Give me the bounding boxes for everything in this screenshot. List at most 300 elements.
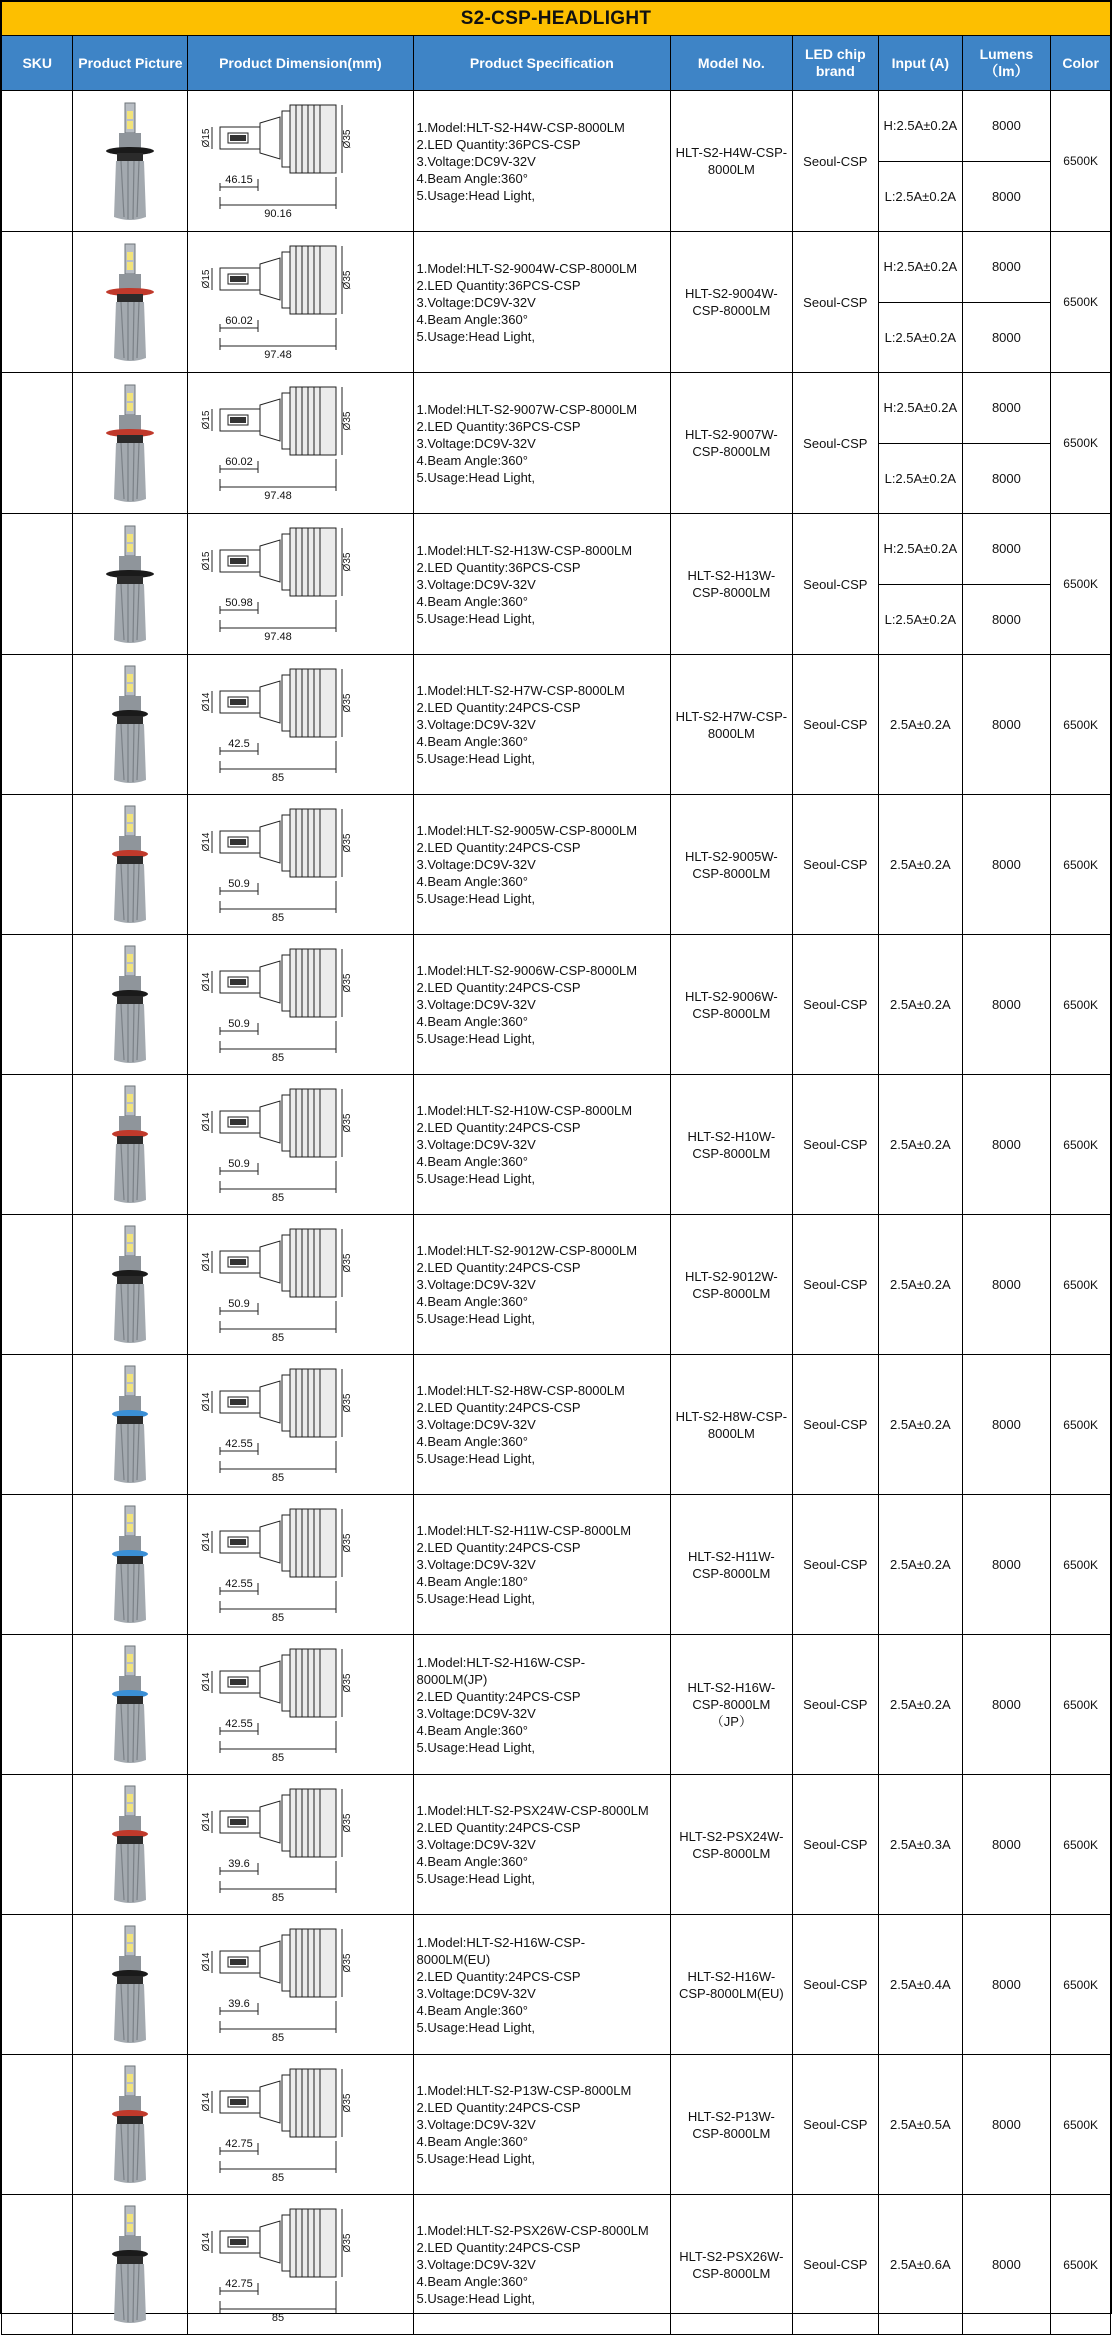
spec-line: 5.Usage:Head Light, <box>416 1739 536 1755</box>
model-line: （JP） <box>710 1714 752 1729</box>
dimension-drawing <box>200 520 400 648</box>
model-line: HLT-S2-H16W- <box>687 1968 776 1984</box>
spec-line: 1.Model:HLT-S2-H4W-CSP-8000LM <box>416 119 625 135</box>
spec-cell <box>413 373 671 514</box>
spec-line: 2.LED Quantity:24PCS-CSP <box>416 1260 581 1275</box>
spec-line: 3.Voltage:DC9V-32V <box>416 1837 536 1852</box>
input-cell: 2.5A±0.3A <box>879 1775 962 1915</box>
dim-length-short: 39.6 <box>228 1997 251 2010</box>
model-line: CSP-8000LM <box>692 2125 771 2141</box>
model-line: CSP-8000LM <box>692 1005 771 1021</box>
color-cell: 6500K <box>1051 795 1111 935</box>
spec-line: 2.LED Quantity:24PCS-CSP <box>416 1120 581 1135</box>
model-line: HLT-S2-P13W- <box>687 2108 775 2124</box>
spec-line: 1.Model:HLT-S2-H10W-CSP-8000LM <box>416 1103 633 1118</box>
picture-cell <box>73 232 188 373</box>
dimension-cell <box>188 232 413 373</box>
sku-cell <box>2 795 73 935</box>
dimension-cell <box>188 2055 413 2195</box>
input-cell: 2.5A±0.2A <box>879 935 962 1075</box>
spec-cell <box>413 1915 671 2055</box>
sku-cell <box>2 91 73 232</box>
header-dimension: Product Dimension(mm) <box>188 36 413 91</box>
spec-line: 5.Usage:Head Light, <box>416 2291 536 2306</box>
color-cell: 6500K <box>1051 935 1111 1075</box>
dimension-drawing <box>200 801 400 929</box>
picture-cell <box>73 795 188 935</box>
model-cell <box>671 1355 792 1495</box>
dimension-drawing <box>200 941 400 1069</box>
model-line: HLT-S2-9007W- <box>685 427 778 442</box>
input-cell: L:2.5A±0.2A <box>879 161 962 232</box>
dimension-drawing <box>200 379 400 507</box>
dim-diameter-base: Ø14 <box>201 1812 213 1831</box>
dim-length-short: 42.75 <box>225 2277 254 2290</box>
dimension-drawing <box>200 2201 400 2329</box>
product-row <box>2 1775 1111 1915</box>
picture-cell <box>73 1495 188 1635</box>
model-line: HLT-S2-H11W- <box>688 1548 775 1564</box>
dim-diameter-base: Ø14 <box>201 1112 213 1131</box>
brand-cell: Seoul-CSP <box>792 1775 879 1915</box>
dim-diameter-body: Ø35 <box>342 1533 354 1552</box>
dim-diameter-body: Ø35 <box>342 2233 354 2252</box>
spec-line: 1.Model:HLT-S2-P13W-CSP-8000LM <box>416 2083 632 2098</box>
input-cell: 2.5A±0.5A <box>879 2055 962 2195</box>
dim-length-short: 50.9 <box>228 877 251 890</box>
color-cell: 6500K <box>1051 1495 1111 1635</box>
spec-line: 1.Model:HLT-S2-9012W-CSP-8000LM <box>416 1243 638 1258</box>
product-rows <box>2 91 1111 2335</box>
model-line: HLT-S2-PSX26W- <box>679 2248 784 2264</box>
spec-line: 4.Beam Angle:360° <box>416 1854 528 1869</box>
lumens-cell: 8000 <box>962 1075 1051 1215</box>
input-cell: 2.5A±0.2A <box>879 795 962 935</box>
dim-diameter-base: Ø14 <box>201 1392 213 1411</box>
spec-line: 5.Usage:Head Light, <box>416 328 536 344</box>
spec-line: 5.Usage:Head Light, <box>416 2151 536 2166</box>
spec-line: 3.Voltage:DC9V-32V <box>416 2117 536 2132</box>
dimension-cell <box>188 935 413 1075</box>
model-line: HLT-S2-9012W- <box>685 1268 778 1284</box>
model-line: HLT-S2-H4W-CSP- <box>675 145 788 160</box>
spec-line: 4.Beam Angle:360° <box>416 874 528 889</box>
dimension-drawing <box>200 1081 400 1209</box>
color-cell: 6500K <box>1051 1915 1111 2055</box>
dim-length-short: 50.98 <box>225 597 254 609</box>
spec-cell <box>413 1075 671 1215</box>
picture-cell <box>73 935 188 1075</box>
bulb-picture <box>97 942 163 1067</box>
product-row <box>2 655 1111 795</box>
dim-diameter-base: Ø14 <box>201 692 213 711</box>
model-cell <box>671 935 792 1075</box>
model-line: CSP-8000LM <box>692 865 771 881</box>
sku-cell <box>2 373 73 514</box>
color-cell: 6500K <box>1051 514 1111 655</box>
spec-line: 2.LED Quantity:24PCS-CSP <box>416 700 581 715</box>
dim-length-short: 42.55 <box>225 1437 254 1450</box>
model-cell <box>671 514 792 655</box>
input-cell: H:2.5A±0.2A <box>879 232 962 303</box>
spec-line: 2.LED Quantity:36PCS-CSP <box>416 559 581 575</box>
model-line: HLT-S2-H8W-CSP- <box>675 1408 788 1424</box>
lumens-cell: 8000 <box>962 443 1051 514</box>
color-cell: 6500K <box>1051 91 1111 232</box>
dim-length-short: 42.5 <box>228 737 251 750</box>
dim-diameter-body: Ø35 <box>342 552 354 572</box>
dimension-cell <box>188 1215 413 1355</box>
dim-length-total: 85 <box>272 2031 285 2044</box>
spec-line: 2.LED Quantity:24PCS-CSP <box>416 840 581 855</box>
spec-line: 3.Voltage:DC9V-32V <box>416 1557 536 1572</box>
spec-line: 5.Usage:Head Light, <box>416 610 536 626</box>
product-row <box>2 1075 1111 1215</box>
header-spec: Product Specification <box>413 36 671 91</box>
lumens-cell: 8000 <box>962 795 1051 935</box>
picture-cell <box>73 91 188 232</box>
spec-line: 3.Voltage:DC9V-32V <box>416 1137 536 1152</box>
dimension-drawing <box>200 1221 400 1349</box>
model-cell <box>671 1215 792 1355</box>
dim-diameter-base: Ø15 <box>201 551 213 571</box>
spec-cell <box>413 1215 671 1355</box>
model-cell <box>671 655 792 795</box>
spec-line: 4.Beam Angle:360° <box>416 734 528 749</box>
header-brand-line2: brand <box>815 63 855 79</box>
input-cell: H:2.5A±0.2A <box>879 91 962 162</box>
sku-cell <box>2 1635 73 1775</box>
input-cell: 2.5A±0.6A <box>879 2195 962 2335</box>
sku-cell <box>2 1075 73 1215</box>
color-cell: 6500K <box>1051 2055 1111 2195</box>
input-cell: 2.5A±0.2A <box>879 1635 962 1775</box>
sku-cell <box>2 1775 73 1915</box>
dim-length-short: 60.02 <box>225 315 254 327</box>
sku-cell <box>2 1215 73 1355</box>
bulb-picture <box>97 1502 163 1627</box>
color-cell: 6500K <box>1051 655 1111 795</box>
dim-diameter-body: Ø35 <box>342 833 354 852</box>
spec-cell <box>413 795 671 935</box>
brand-cell: Seoul-CSP <box>792 935 879 1075</box>
input-cell: 2.5A±0.2A <box>879 1075 962 1215</box>
header-row <box>2 36 1111 91</box>
spec-line: 4.Beam Angle:360° <box>416 452 528 468</box>
bulb-picture <box>97 1362 163 1487</box>
dim-diameter-base: Ø14 <box>201 2092 213 2111</box>
spec-line: 5.Usage:Head Light, <box>416 751 536 766</box>
dim-diameter-body: Ø35 <box>342 411 354 431</box>
dim-diameter-base: Ø14 <box>201 1532 213 1551</box>
header-lumens <box>962 36 1051 91</box>
header-model: Model No. <box>671 36 792 91</box>
brand-cell: Seoul-CSP <box>792 514 879 655</box>
bulb-picture <box>97 1222 163 1347</box>
sku-cell <box>2 1915 73 2055</box>
dim-diameter-base: Ø14 <box>201 972 213 991</box>
picture-cell <box>73 514 188 655</box>
dimension-drawing <box>200 97 400 225</box>
header-lumens-line1: Lumens <box>979 46 1034 62</box>
spec-cell <box>413 514 671 655</box>
dim-length-short: 42.55 <box>225 1717 254 1730</box>
model-line: HLT-S2-PSX24W- <box>679 1828 784 1844</box>
spec-line: 2.LED Quantity:24PCS-CSP <box>416 2240 581 2255</box>
product-row <box>2 1355 1111 1495</box>
color-cell: 6500K <box>1051 232 1111 373</box>
model-line: CSP-8000LM <box>692 303 771 318</box>
model-line: CSP-8000LM <box>692 2265 771 2281</box>
sku-cell <box>2 655 73 795</box>
lumens-cell: 8000 <box>962 302 1051 373</box>
spec-line: 3.Voltage:DC9V-32V <box>416 997 536 1012</box>
bulb-picture <box>97 2202 163 2327</box>
dim-diameter-base: Ø15 <box>201 128 213 148</box>
spec-line: 3.Voltage:DC9V-32V <box>416 857 536 872</box>
dim-length-short: 46.15 <box>225 174 254 186</box>
dim-length-total: 85 <box>272 771 285 784</box>
picture-cell <box>73 655 188 795</box>
spec-line: 2.LED Quantity:24PCS-CSP <box>416 1540 581 1555</box>
spec-line: 4.Beam Angle:360° <box>416 593 528 609</box>
spec-line: 2.LED Quantity:36PCS-CSP <box>416 277 581 293</box>
brand-cell: Seoul-CSP <box>792 1215 879 1355</box>
spec-line: 3.Voltage:DC9V-32V <box>416 576 536 592</box>
dimension-drawing <box>200 1361 400 1489</box>
lumens-cell: 8000 <box>962 1635 1051 1775</box>
brand-cell: Seoul-CSP <box>792 795 879 935</box>
model-cell <box>671 1075 792 1215</box>
brand-cell: Seoul-CSP <box>792 655 879 795</box>
product-row <box>2 514 1111 585</box>
spec-line: 3.Voltage:DC9V-32V <box>416 1985 536 2001</box>
input-cell: H:2.5A±0.2A <box>879 373 962 444</box>
spec-line: 1.Model:HLT-S2-9006W-CSP-8000LM <box>416 963 638 978</box>
model-line: 8000LM <box>707 162 755 177</box>
sku-cell <box>2 232 73 373</box>
spec-cell <box>413 232 671 373</box>
brand-cell: Seoul-CSP <box>792 1915 879 2055</box>
model-cell <box>671 1635 792 1775</box>
spec-line: 3.Voltage:DC9V-32V <box>416 1417 536 1432</box>
model-cell <box>671 232 792 373</box>
dim-diameter-body: Ø35 <box>342 129 354 149</box>
spec-line: 1.Model:HLT-S2-9004W-CSP-8000LM <box>416 260 638 276</box>
lumens-cell: 8000 <box>962 514 1051 585</box>
product-row <box>2 373 1111 444</box>
brand-cell: Seoul-CSP <box>792 2055 879 2195</box>
dim-diameter-body: Ø35 <box>342 1953 354 1972</box>
brand-cell: Seoul-CSP <box>792 1635 879 1775</box>
dim-length-total: 85 <box>272 1051 285 1064</box>
brand-cell: Seoul-CSP <box>792 1075 879 1215</box>
spec-line: 2.LED Quantity:24PCS-CSP <box>416 2100 581 2115</box>
model-line: HLT-S2-H7W-CSP- <box>675 708 788 724</box>
spec-line: 2.LED Quantity:24PCS-CSP <box>416 980 581 995</box>
dim-diameter-base: Ø14 <box>201 1672 213 1691</box>
dimension-cell <box>188 514 413 655</box>
input-cell: 2.5A±0.4A <box>879 1915 962 2055</box>
dim-diameter-body: Ø35 <box>342 270 354 290</box>
spec-line: 3.Voltage:DC9V-32V <box>416 294 536 310</box>
header-lumens-line2: （lm） <box>984 63 1029 79</box>
dim-length-short: 42.75 <box>225 2137 254 2150</box>
header-color: Color <box>1051 36 1111 91</box>
header-input: Input (A) <box>879 36 962 91</box>
brand-cell: Seoul-CSP <box>792 1355 879 1495</box>
sku-cell <box>2 1355 73 1495</box>
spec-line: 3.Voltage:DC9V-32V <box>416 1705 536 1721</box>
dim-length-total: 85 <box>272 1891 285 1904</box>
dim-length-total: 85 <box>272 2311 285 2324</box>
dim-diameter-base: Ø14 <box>201 832 213 851</box>
spec-line: 1.Model:HLT-S2-PSX26W-CSP-8000LM <box>416 2223 649 2238</box>
model-line: CSP-8000LM <box>692 1145 771 1161</box>
spec-line: 8000LM(EU) <box>416 1951 491 1967</box>
dim-length-total: 85 <box>272 2171 285 2184</box>
dimension-drawing <box>200 1501 400 1629</box>
lumens-cell: 8000 <box>962 373 1051 444</box>
model-line: CSP-8000LM(EU) <box>678 1985 784 2001</box>
lumens-cell: 8000 <box>962 2055 1051 2195</box>
sku-cell <box>2 2055 73 2195</box>
spec-line: 3.Voltage:DC9V-32V <box>416 2257 536 2272</box>
lumens-cell: 8000 <box>962 1495 1051 1635</box>
dim-diameter-body: Ø35 <box>342 973 354 992</box>
spec-line: 5.Usage:Head Light, <box>416 1871 536 1886</box>
lumens-cell: 8000 <box>962 161 1051 232</box>
spec-cell <box>413 655 671 795</box>
dimension-drawing <box>200 1781 400 1909</box>
spec-line: 4.Beam Angle:360° <box>416 1434 528 1449</box>
product-row <box>2 1635 1111 1775</box>
product-row <box>2 1915 1111 2055</box>
header-brand <box>792 36 879 91</box>
dimension-drawing <box>200 238 400 366</box>
dimension-cell <box>188 1355 413 1495</box>
product-row <box>2 91 1111 162</box>
color-cell: 6500K <box>1051 1355 1111 1495</box>
lumens-cell: 8000 <box>962 1915 1051 2055</box>
header-picture: Product Picture <box>73 36 188 91</box>
dim-diameter-base: Ø15 <box>201 269 213 289</box>
dim-diameter-body: Ø35 <box>342 1813 354 1832</box>
dim-length-total: 85 <box>272 1611 285 1624</box>
lumens-cell: 8000 <box>962 584 1051 655</box>
spec-line: 3.Voltage:DC9V-32V <box>416 153 536 169</box>
input-cell: 2.5A±0.2A <box>879 655 962 795</box>
bulb-picture <box>97 522 163 647</box>
model-line: HLT-S2-9004W- <box>685 286 778 301</box>
bulb-picture <box>97 662 163 787</box>
header-brand-line1: LED chip <box>804 46 866 62</box>
dimension-drawing <box>200 1641 400 1769</box>
product-row <box>2 795 1111 935</box>
color-cell: 6500K <box>1051 1635 1111 1775</box>
spec-line: 5.Usage:Head Light, <box>416 891 536 906</box>
model-line: CSP-8000LM <box>692 1285 771 1301</box>
spec-line: 1.Model:HLT-S2-PSX24W-CSP-8000LM <box>416 1803 649 1818</box>
dim-length-total: 85 <box>272 1751 285 1764</box>
dimension-drawing <box>200 1921 400 2049</box>
dim-length-total: 85 <box>272 1471 285 1484</box>
spec-line: 2.LED Quantity:24PCS-CSP <box>416 1968 581 1984</box>
input-cell: 2.5A±0.2A <box>879 1495 962 1635</box>
model-line: CSP-8000LM <box>692 585 771 600</box>
color-cell: 6500K <box>1051 373 1111 514</box>
model-line: HLT-S2-H16W- <box>687 1680 776 1695</box>
dimension-cell <box>188 1495 413 1635</box>
spec-line: 2.LED Quantity:36PCS-CSP <box>416 136 581 152</box>
dimension-cell <box>188 1075 413 1215</box>
spec-cell <box>413 91 671 232</box>
input-cell: L:2.5A±0.2A <box>879 302 962 373</box>
input-cell: L:2.5A±0.2A <box>879 443 962 514</box>
spec-line: 1.Model:HLT-S2-9007W-CSP-8000LM <box>416 401 638 417</box>
spec-line: 1.Model:HLT-S2-9005W-CSP-8000LM <box>416 823 638 838</box>
spec-line: 1.Model:HLT-S2-H16W-CSP- <box>416 1654 586 1670</box>
dim-diameter-base: Ø14 <box>201 1952 213 1971</box>
dim-diameter-base: Ø14 <box>201 1252 213 1271</box>
dim-diameter-base: Ø15 <box>201 410 213 430</box>
spec-line: 2.LED Quantity:24PCS-CSP <box>416 1820 581 1835</box>
spec-line: 4.Beam Angle:360° <box>416 1294 528 1309</box>
spec-line: 1.Model:HLT-S2-H8W-CSP-8000LM <box>416 1383 625 1398</box>
model-cell <box>671 1915 792 2055</box>
dim-length-short: 60.02 <box>225 456 254 468</box>
spec-line: 4.Beam Angle:360° <box>416 1014 528 1029</box>
spec-line: 5.Usage:Head Light, <box>416 2019 536 2035</box>
spec-cell <box>413 2055 671 2195</box>
model-line: 8000LM <box>707 1425 755 1441</box>
picture-cell <box>73 1915 188 2055</box>
spec-line: 4.Beam Angle:360° <box>416 2002 528 2018</box>
model-cell <box>671 1775 792 1915</box>
spec-line: 5.Usage:Head Light, <box>416 469 536 485</box>
spec-line: 4.Beam Angle:180° <box>416 1574 528 1589</box>
spec-line: 2.LED Quantity:36PCS-CSP <box>416 418 581 434</box>
spec-line: 5.Usage:Head Light, <box>416 1451 536 1466</box>
spec-cell <box>413 935 671 1075</box>
brand-cell: Seoul-CSP <box>792 91 879 232</box>
input-cell: 2.5A±0.2A <box>879 1215 962 1355</box>
lumens-cell: 8000 <box>962 91 1051 162</box>
model-cell <box>671 2055 792 2195</box>
bulb-picture <box>97 1082 163 1207</box>
input-cell: 2.5A±0.2A <box>879 1355 962 1495</box>
dimension-drawing <box>200 2061 400 2189</box>
dim-length-short: 50.9 <box>228 1157 251 1170</box>
dim-length-total: 90.16 <box>264 208 293 220</box>
dim-length-total: 85 <box>272 1331 285 1344</box>
spec-line: 4.Beam Angle:360° <box>416 1154 528 1169</box>
dimension-cell <box>188 1775 413 1915</box>
spec-line: 1.Model:HLT-S2-H13W-CSP-8000LM <box>416 542 633 558</box>
lumens-cell: 8000 <box>962 1355 1051 1495</box>
dimension-cell <box>188 795 413 935</box>
picture-cell <box>73 1775 188 1915</box>
brand-cell: Seoul-CSP <box>792 2195 879 2335</box>
dim-diameter-body: Ø35 <box>342 1113 354 1132</box>
dim-length-total: 97.48 <box>264 631 293 643</box>
dimension-cell <box>188 1635 413 1775</box>
spec-line: 4.Beam Angle:360° <box>416 311 528 327</box>
spec-line: 1.Model:HLT-S2-H11W-CSP-8000LM <box>416 1523 632 1538</box>
dim-diameter-body: Ø35 <box>342 1673 354 1692</box>
spec-line: 3.Voltage:DC9V-32V <box>416 717 536 732</box>
spec-line: 4.Beam Angle:360° <box>416 1722 528 1738</box>
